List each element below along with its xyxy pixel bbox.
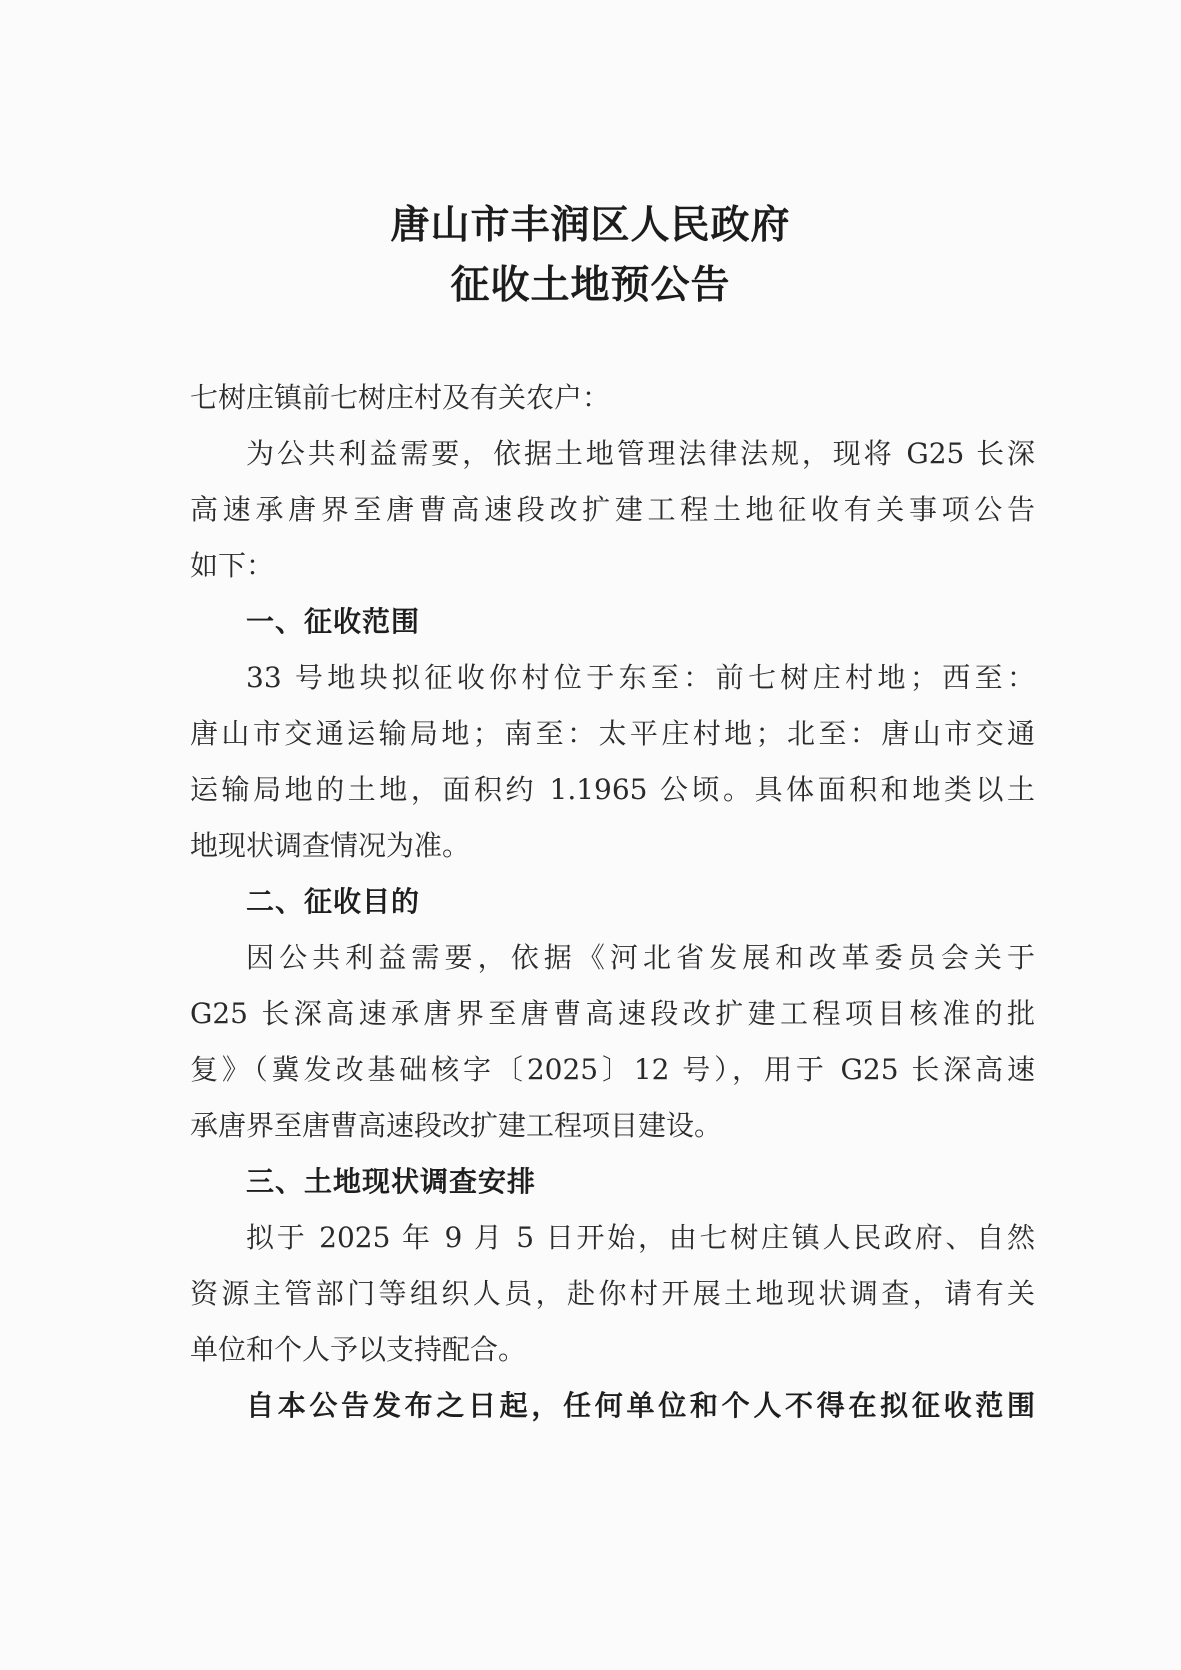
document-body — [190, 370, 1035, 1434]
section3-line-2: 资源主管部门等组织人员，赴你村开展土地现状调查，请有关 — [190, 1277, 1035, 1310]
section3-line-1: 拟于 2025 年 9 月 5 日开始，由七树庄镇人民政府、自然 — [246, 1221, 1035, 1254]
intro-line-2: 高速承唐界至唐曹高速段改扩建工程土地征收有关事项公告 — [190, 493, 1035, 526]
section1-line-3: 运输局地的土地，面积约 1.1965 公顷。具体面积和地类以土 — [190, 773, 1035, 806]
section1-heading: 一、征收范围 — [246, 605, 421, 638]
section2-heading: 二、征收目的 — [246, 885, 421, 918]
section2-line-2: G25 长深高速承唐界至唐曹高速段改扩建工程项目核准的批 — [190, 997, 1035, 1030]
final-paragraph: 自本公告发布之日起，任何单位和个人不得在拟征收范围 — [246, 1389, 1035, 1422]
title-line-2: 征收土地预公告 — [450, 262, 731, 308]
section1-line-1: 33 号地块拟征收你村位于东至：前七树庄村地；西至： — [246, 661, 1035, 694]
document-title — [0, 195, 1181, 315]
section2-line-4: 承唐界至唐曹高速段改扩建工程项目建设。 — [190, 1109, 723, 1142]
intro-line-1: 为公共利益需要，依据土地管理法律法规，现将 G25 长深 — [246, 437, 1035, 470]
salutation: 七树庄镇前七树庄村及有关农户： — [190, 381, 611, 414]
intro-line-3: 如下： — [190, 549, 275, 582]
section3-heading: 三、土地现状调查安排 — [246, 1165, 537, 1198]
section2-line-3: 复》（冀发改基础核字〔2025〕12 号），用于 G25 长深高速 — [190, 1053, 1035, 1086]
section3-line-3: 单位和个人予以支持配合。 — [190, 1333, 527, 1366]
section1-line-4: 地现状调查情况为准。 — [190, 829, 471, 862]
title-line-1: 唐山市丰润区人民政府 — [390, 202, 791, 248]
section1-line-2: 唐山市交通运输局地；南至：太平庄村地；北至：唐山市交通 — [190, 717, 1035, 750]
section2-line-1: 因公共利益需要，依据《河北省发展和改革委员会关于 — [246, 941, 1035, 974]
